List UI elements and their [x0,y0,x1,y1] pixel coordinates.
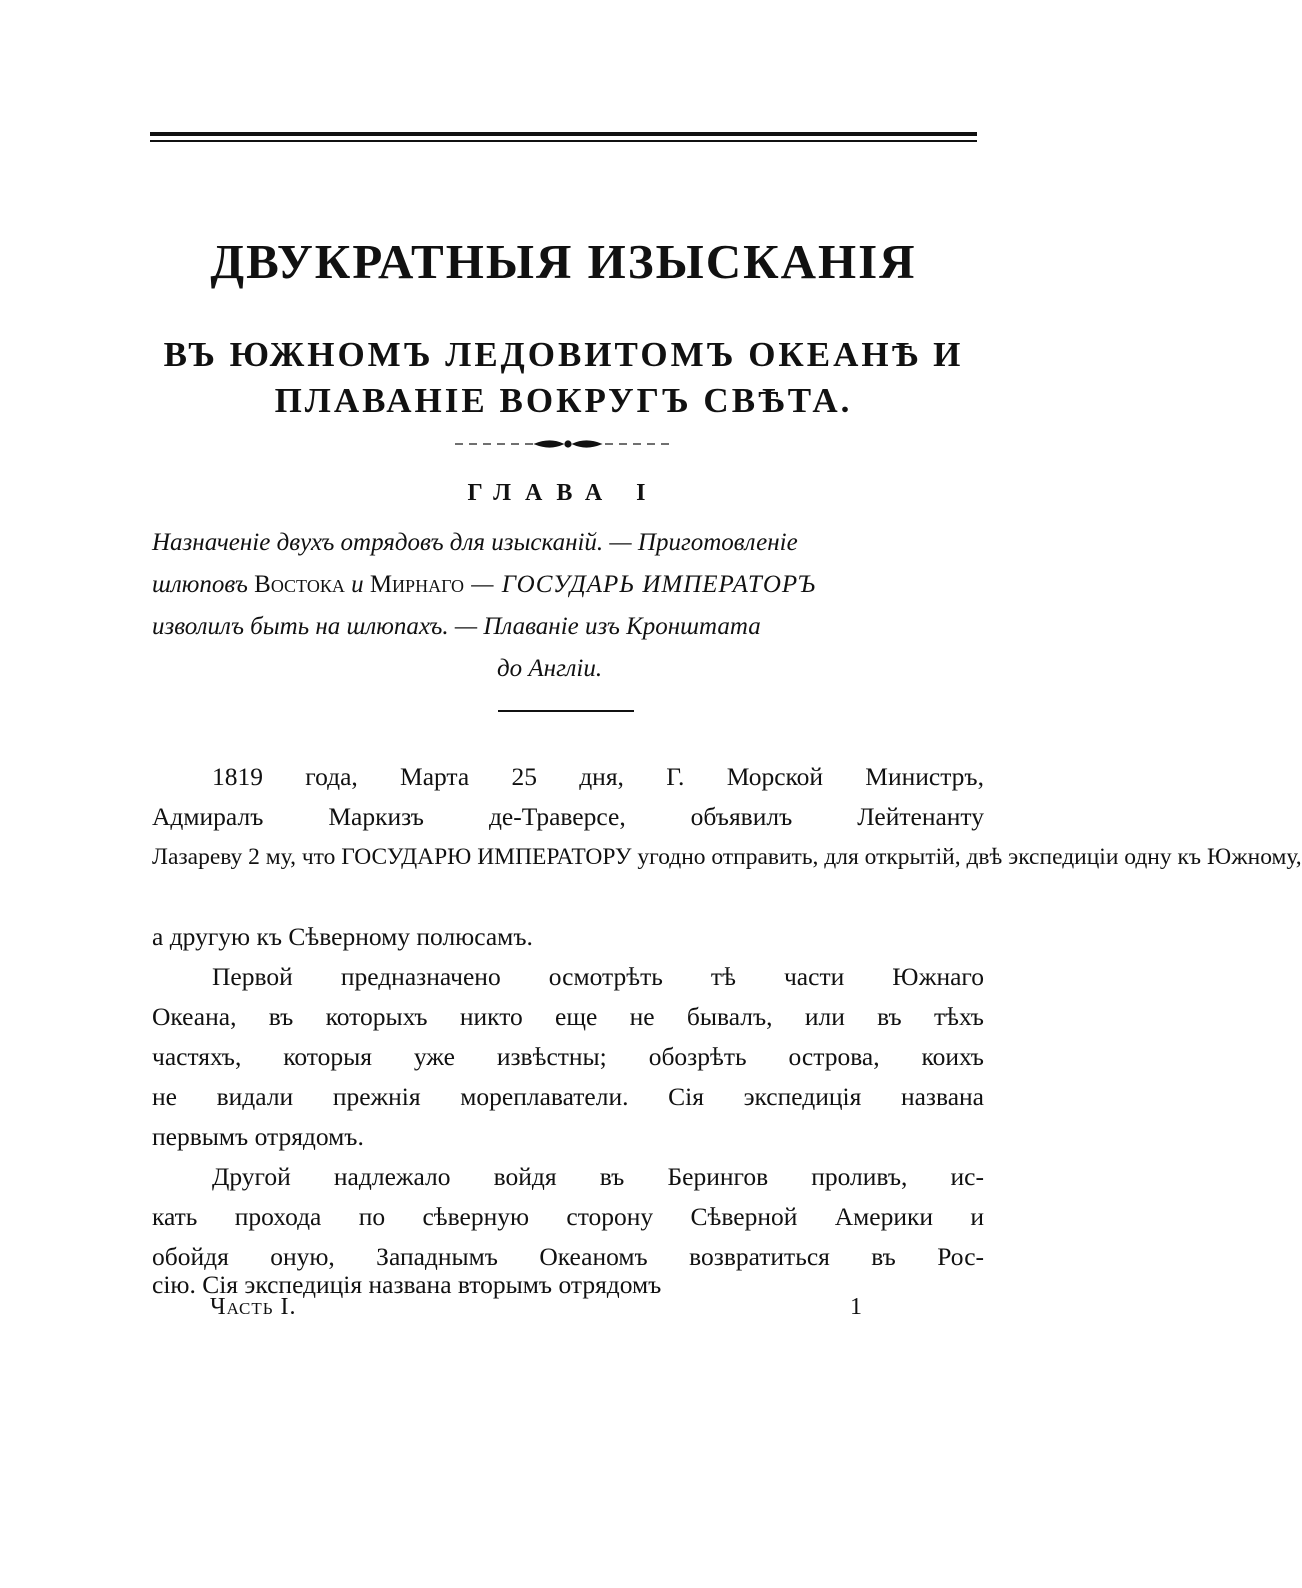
ornament-divider [455,436,675,452]
summary-text: и [344,571,370,598]
top-rule-thick [150,132,977,136]
subtitle-line-1: ВЪ ЮЖНОМЪ ЛЕДОВИТОМЪ ОКЕАНѢ И [163,335,964,374]
summary-text: изволилъ быть на шлюпахъ. — Плаваніе изъ Кронштата [152,613,761,640]
section-divider [498,710,634,712]
chapter-heading: ГЛАВА I [467,480,660,506]
summary-text: Назначеніе двухъ отрядовъ для изысканій. — Приготовленіе [152,529,798,556]
chapter-summary-line-2 [152,564,816,606]
body-line: Адмиралъ Маркизъ де-Траверсе, объявилъ Лейтенанту [152,802,984,831]
chapter-summary-line-3 [152,606,761,648]
body-line: 1819 года, Марта 25 дня, Г. Морской Министръ, [212,762,984,791]
ship-name-vostok: Востока [254,571,345,598]
body-line: Океана, въ которыхъ никто еще не бывалъ, или въ тѣхъ [152,1002,984,1031]
top-rule-thin [150,140,977,142]
emperor-title: — ГОСУДАРЬ ИМПЕРАТОРЪ [464,571,817,598]
body-line: а другую къ Сѣверному полюсамъ. [152,922,533,951]
body-line: Другой надлежало войдя въ Берингов проливъ, ис- [212,1162,984,1191]
body-line: частяхъ, которыя уже извѣстны; обозрѣть острова, коихъ [152,1042,984,1071]
sheet-number: 1 [850,1294,862,1320]
chapter-summary-line-4 [497,648,602,690]
body-line: Лазареву 2 му, что ГОСУДАРЮ ИМПЕРАТОРУ угодно отправить, для открытій, двѣ экспедиціи одну къ Южному, [152,844,1302,870]
body-line: Первой предназначено осмотрѣть тѣ части Южнаго [212,962,984,991]
signature-mark: Часть I. [210,1294,297,1320]
ship-name-mirny: Мирнаго [369,571,465,598]
body-line: первымъ отрядомъ. [152,1122,364,1151]
body-line: обойдя оную, Западнымъ Океаномъ возвратиться въ Рос- [152,1242,984,1271]
summary-text: до Англіи. [497,655,603,682]
body-line: сію. Сія экспедиція названа вторымъ отрядомъ [152,1270,662,1299]
subtitle-line-2: ПЛАВАНІЕ ВОКРУГЪ СВѢТА. [274,381,853,420]
body-line: кать прохода по сѣверную сторону Сѣверной Америки и [152,1202,984,1231]
chapter-summary-line-1 [152,522,798,564]
summary-text: шлюповъ [152,571,255,598]
body-line: не видали прежнія мореплаватели. Сія экспедиція названа [152,1082,984,1111]
page-title: ДВУКРАТНЫЯ ИЗЫСКАНІЯ [210,234,917,289]
